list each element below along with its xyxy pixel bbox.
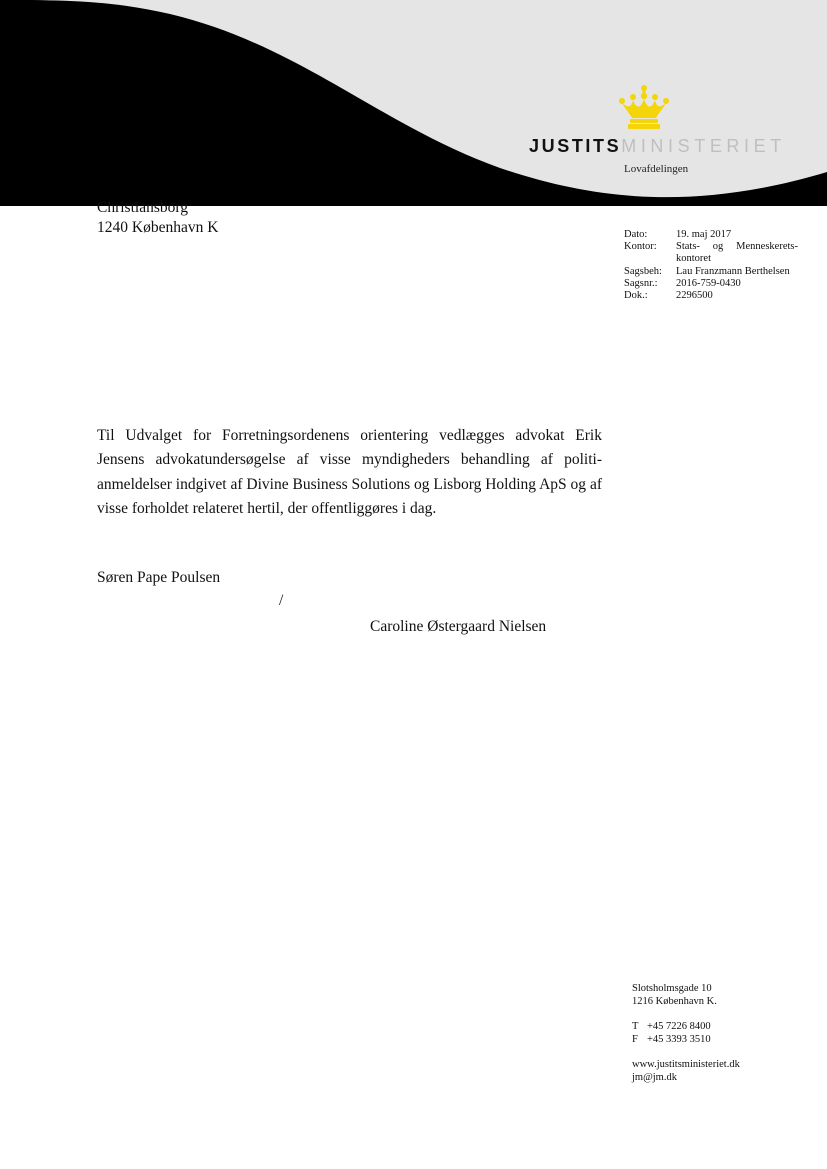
footer-website-link[interactable]: www.justitsministeriet.dk xyxy=(632,1059,740,1070)
logo-wordmark-light: MINISTERIET xyxy=(621,136,786,156)
fax-number: +45 3393 3510 xyxy=(647,1033,711,1045)
logo-wordmark-bold: JUSTITS xyxy=(529,136,622,156)
ministry-contact-footer xyxy=(632,983,740,1084)
address-line-1: Christiansborg xyxy=(97,199,188,216)
footer-city: 1216 København K. xyxy=(632,995,717,1007)
letterhead-band xyxy=(0,0,827,210)
footer-street: Slotsholmsgade 10 xyxy=(632,983,712,994)
meta-value: Stats- og Menneskerets-kontoret xyxy=(676,241,798,265)
address-line-2: 1240 København K xyxy=(97,219,219,236)
meta-row-case-officer xyxy=(624,266,798,278)
meta-row-office xyxy=(624,241,798,265)
letter-body-paragraph: Til Udvalget for Forretningsordenens orientering vedlægges advokat Erik Jensens advokatundersøgelse af visse myndigheders behandling af politi-anmeldelser indgivet af Divine Business Solutions og Lisborg Holding ApS og af visse forholdet relateret hertil, der offentliggøres i dag. xyxy=(97,427,602,517)
department-name: Lovafdelingen xyxy=(624,163,689,175)
meta-key: Dato: xyxy=(624,229,648,240)
crown-logo-icon xyxy=(618,84,670,130)
meta-key: Dok.: xyxy=(624,290,648,302)
document-metadata xyxy=(624,229,798,302)
phone-label: T xyxy=(632,1021,639,1032)
ministry-logo-wordmark xyxy=(529,136,786,157)
meta-value: 19. maj 2017 xyxy=(676,229,732,240)
meta-key: Kontor: xyxy=(624,241,657,253)
meta-row-date xyxy=(624,229,798,241)
footer-phone-line xyxy=(632,1021,740,1034)
meta-row-document xyxy=(624,290,798,302)
recipient-address xyxy=(97,198,218,238)
signature-name: Søren Pape Poulsen xyxy=(97,569,221,586)
signature-second-name: Caroline Østergaard Nielsen xyxy=(370,618,547,635)
meta-value: 2296500 xyxy=(676,290,713,302)
meta-key: Sagsnr.: xyxy=(624,277,658,289)
meta-value: 2016-759-0430 xyxy=(676,277,741,289)
meta-value: Lau Franzmann Berthelsen xyxy=(676,265,790,277)
footer-fax-line xyxy=(632,1034,740,1047)
signature-separator: / xyxy=(279,592,284,609)
fax-label: F xyxy=(632,1033,638,1045)
phone-number: +45 7226 8400 xyxy=(647,1021,711,1032)
meta-key: Sagsbeh: xyxy=(624,265,662,277)
footer-email-link[interactable]: jm@jm.dk xyxy=(632,1071,677,1083)
meta-row-case-number xyxy=(624,278,798,290)
